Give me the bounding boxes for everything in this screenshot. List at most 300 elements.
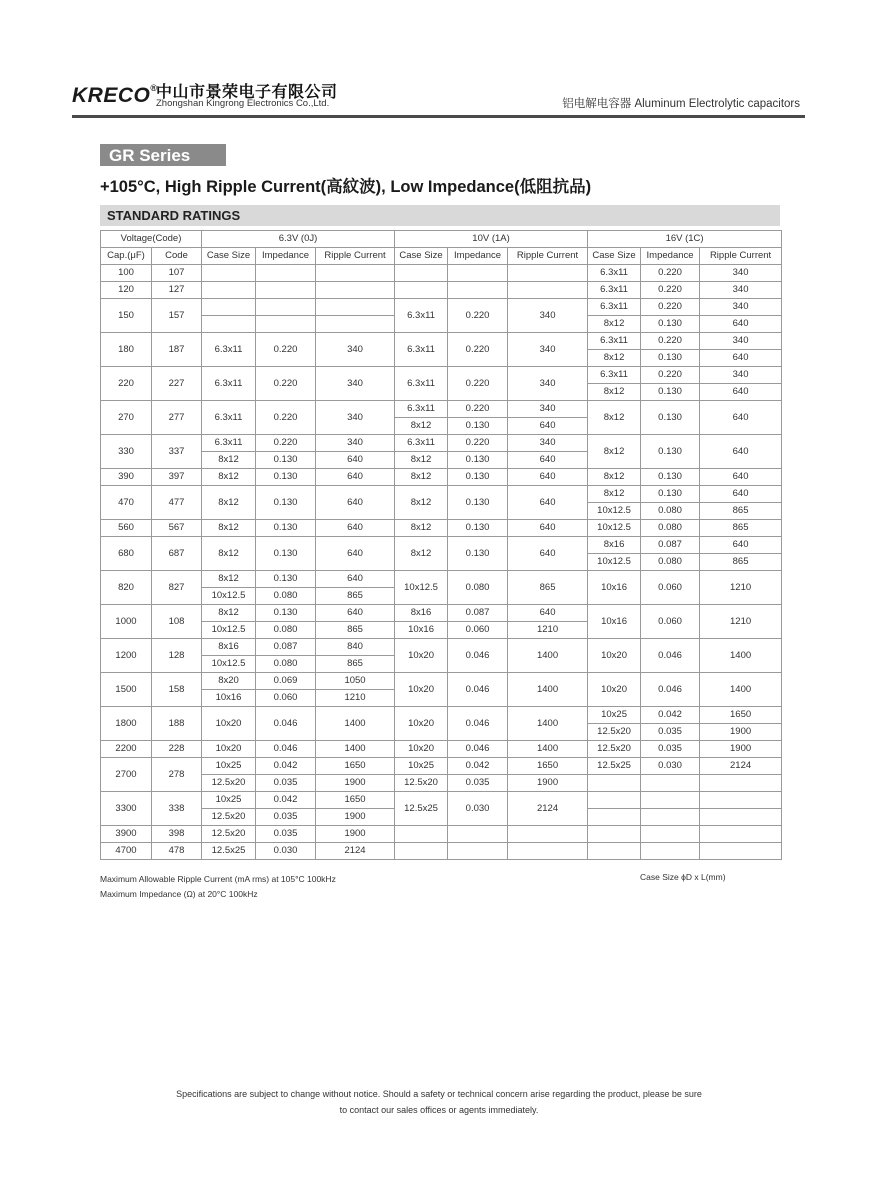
table-cell: 640 [700,316,782,333]
table-row [101,469,782,486]
series-badge: GR Series [100,144,226,166]
table-cell [256,299,316,316]
table-cell [508,265,588,282]
table-cell: 0.035 [448,775,508,792]
table-cell: 398 [152,826,202,843]
table-cell: 6.3x11 [588,333,641,350]
table-cell: 1900 [508,775,588,792]
table-cell [588,809,641,826]
header-row-columns [101,248,782,265]
table-cell: 12.5x20 [588,741,641,758]
table-cell: 8x12 [202,520,256,537]
table-cell: 1500 [101,673,152,707]
table-cell: 12.5x25 [588,758,641,775]
table-cell: 6.3x11 [395,435,448,452]
header-divider [72,115,805,118]
kreco-logo: KRECO® [72,83,158,107]
table-row [101,435,782,452]
table-cell: 10x20 [588,639,641,673]
table-cell: 340 [508,435,588,452]
table-cell [641,775,700,792]
table-cell: 865 [316,656,395,673]
table-cell: 0.220 [641,333,700,350]
table-cell: 640 [508,605,588,622]
table-cell: 188 [152,707,202,741]
table-cell: 640 [700,537,782,554]
table-cell: 0.220 [256,401,316,435]
table-cell: 640 [508,486,588,520]
table-cell: 10x25 [202,758,256,775]
table-cell: 227 [152,367,202,401]
table-cell: 4700 [101,843,152,860]
voltage-label: Voltage(Code) [101,231,202,248]
table-cell [316,282,395,299]
table-cell: 3900 [101,826,152,843]
table-cell: 0.080 [256,622,316,639]
table-cell: 10x12.5 [202,588,256,605]
ratings-heading: STANDARD RATINGS [107,208,241,223]
table-cell: 8x12 [202,486,256,520]
table-row [101,605,782,622]
table-cell: 0.035 [256,809,316,826]
table-cell: 277 [152,401,202,435]
table-cell: 6.3x11 [588,282,641,299]
table-cell: 0.046 [256,707,316,741]
table-row [101,299,782,316]
table-cell: 10x16 [588,605,641,639]
table-cell: 12.5x20 [202,809,256,826]
table-cell: 0.130 [256,537,316,571]
table-cell: 680 [101,537,152,571]
table-cell: 640 [508,537,588,571]
table-cell: 340 [700,265,782,282]
cap-header: Cap.(μF) [101,248,152,265]
table-cell [448,282,508,299]
table-cell: 640 [316,452,395,469]
table-cell: 0.130 [256,452,316,469]
table-cell: 865 [316,588,395,605]
table-cell: 8x12 [395,452,448,469]
table-cell: 0.130 [641,435,700,469]
table-cell: 827 [152,571,202,605]
table-cell: 340 [508,401,588,418]
table-cell: 0.060 [448,622,508,639]
table-cell: 390 [101,469,152,486]
table-cell: 3300 [101,792,152,826]
table-cell: 0.046 [448,639,508,673]
table-cell: 1800 [101,707,152,741]
table-cell [395,826,448,843]
table-cell: 478 [152,843,202,860]
table-cell: 8x12 [588,435,641,469]
table-cell [700,826,782,843]
table-cell [588,826,641,843]
table-cell: 8x12 [202,452,256,469]
table-cell: 640 [700,401,782,435]
table-cell [588,843,641,860]
table-cell [316,299,395,316]
company-name-cn: 中山市景荣电子有限公司 [156,84,338,101]
table-cell: 0.220 [641,299,700,316]
table-cell: 0.130 [641,350,700,367]
table-cell: 0.130 [641,384,700,401]
table-row [101,282,782,299]
table-cell: 0.220 [641,367,700,384]
table-cell: 0.130 [641,486,700,503]
table-cell: 0.046 [641,673,700,707]
table-cell: 108 [152,605,202,639]
table-cell: 10x25 [588,707,641,724]
table-cell: 0.130 [256,486,316,520]
table-cell: 865 [316,622,395,639]
case-size-header: Case Size [395,248,448,265]
table-cell [256,316,316,333]
table-cell: 1400 [700,639,782,673]
table-cell: 8x12 [588,401,641,435]
table-cell: 0.080 [256,656,316,673]
table-cell: 10x12.5 [202,656,256,673]
table-cell: 8x12 [588,384,641,401]
table-cell: 0.042 [256,792,316,809]
table-cell: 0.087 [448,605,508,622]
table-cell: 10x20 [588,673,641,707]
table-cell: 157 [152,299,202,333]
table-cell: 10x12.5 [588,554,641,571]
table-cell: 2124 [508,792,588,826]
table-cell: 10x16 [588,571,641,605]
table-cell: 865 [700,520,782,537]
table-cell: 6.3x11 [588,299,641,316]
table-cell [588,775,641,792]
table-cell: 1900 [316,809,395,826]
table-cell: 8x12 [588,469,641,486]
table-cell: 640 [316,469,395,486]
page-header [72,80,806,116]
table-cell [202,282,256,299]
table-cell: 8x12 [395,469,448,486]
table-cell: 8x12 [202,571,256,588]
table-cell: 6.3x11 [202,367,256,401]
table-cell: 8x12 [395,418,448,435]
table-cell: 100 [101,265,152,282]
table-cell: 820 [101,571,152,605]
table-cell: 8x12 [588,350,641,367]
table-cell: 640 [316,605,395,622]
table-cell: 0.046 [256,741,316,758]
table-cell: 10x16 [202,690,256,707]
table-cell: 0.042 [448,758,508,775]
table-cell: 0.220 [256,435,316,452]
footer-line-2: to contact our sales offices or agents immediately. [339,1105,539,1115]
table-cell: 6.3x11 [395,401,448,418]
table-cell [508,282,588,299]
table-cell: 1900 [700,724,782,741]
table-cell: 640 [508,418,588,435]
table-cell [700,775,782,792]
table-cell: 12.5x20 [588,724,641,741]
table-cell [588,792,641,809]
ripple-note: Maximum Allowable Ripple Current (mA rms) at 105°C 100kHz [100,874,336,884]
table-cell: 1400 [508,673,588,707]
impedance-note: Maximum Impedance (Ω) at 20°C 100kHz [100,889,258,899]
table-cell: 0.080 [256,588,316,605]
table-cell [316,316,395,333]
table-cell: 340 [316,435,395,452]
table-row [101,741,782,758]
ripple-current-header: Ripple Current [508,248,588,265]
table-row [101,673,782,690]
table-cell: 337 [152,435,202,469]
table-cell: 865 [700,503,782,520]
table-cell: 0.060 [256,690,316,707]
table-cell: 1000 [101,605,152,639]
table-row [101,486,782,503]
table-cell: 107 [152,265,202,282]
table-cell: 10x20 [202,707,256,741]
table-cell: 0.035 [256,826,316,843]
table-cell: 8x12 [588,486,641,503]
table-cell: 6.3x11 [202,333,256,367]
table-cell: 340 [700,333,782,350]
table-cell: 6.3x11 [202,435,256,452]
table-cell: 0.042 [641,707,700,724]
table-cell: 640 [316,520,395,537]
table-cell: 0.080 [641,520,700,537]
table-cell: 2124 [700,758,782,775]
table-cell: 0.220 [448,333,508,367]
table-cell: 340 [508,299,588,333]
case-size-header: Case Size [202,248,256,265]
table-cell: 0.030 [448,792,508,826]
table-cell: 0.087 [256,639,316,656]
table-cell: 8x20 [202,673,256,690]
table-cell: 12.5x20 [395,775,448,792]
table-cell: 0.060 [641,605,700,639]
table-cell: 6.3x11 [588,265,641,282]
table-cell: 0.130 [256,605,316,622]
table-cell: 10x16 [395,622,448,639]
table-cell [700,843,782,860]
table-cell: 0.030 [641,758,700,775]
table-cell [202,299,256,316]
table-cell: 10x20 [395,639,448,673]
table-cell: 12.5x25 [395,792,448,826]
table-cell: 6.3x11 [395,333,448,367]
table-cell: 397 [152,469,202,486]
table-cell: 1400 [508,707,588,741]
table-cell: 1900 [316,775,395,792]
table-cell: 8x12 [202,605,256,622]
table-cell: 2200 [101,741,152,758]
table-cell: 865 [700,554,782,571]
table-cell: 10x12.5 [588,503,641,520]
table-row [101,775,782,792]
ripple-current-header: Ripple Current [700,248,782,265]
table-cell: 640 [700,384,782,401]
table-row [101,758,782,775]
table-cell: 150 [101,299,152,333]
table-cell: 158 [152,673,202,707]
table-cell [316,265,395,282]
table-cell: 8x12 [202,469,256,486]
table-cell: 640 [316,571,395,588]
ratings-heading-bar [100,205,780,226]
table-cell [700,792,782,809]
table-cell: 1900 [316,826,395,843]
table-cell: 10x25 [395,758,448,775]
table-cell: 6.3x11 [395,299,448,333]
table-cell: 640 [508,520,588,537]
table-cell: 10x12.5 [202,622,256,639]
company-name-en: Zhongshan Kingrong Electronics Co.,Ltd. [156,98,330,109]
table-cell: 0.060 [641,571,700,605]
table-cell: 340 [700,282,782,299]
case-size-note: Case Size ϕD x L(mm) [640,872,726,882]
table-cell: 640 [700,435,782,469]
table-cell: 340 [700,299,782,316]
table-cell: 1400 [508,639,588,673]
table-cell: 1200 [101,639,152,673]
table-cell: 340 [316,401,395,435]
table-cell: 0.220 [448,299,508,333]
table-cell: 640 [700,350,782,367]
table-cell: 10x20 [395,707,448,741]
table-cell [641,826,700,843]
table-cell: 0.069 [256,673,316,690]
table-cell: 10x25 [202,792,256,809]
table-row [101,792,782,809]
table-cell: 340 [700,367,782,384]
table-cell: 1650 [508,758,588,775]
table-cell: 8x16 [588,537,641,554]
table-row [101,707,782,724]
table-cell: 1400 [316,741,395,758]
table-cell [202,265,256,282]
table-row [101,639,782,656]
table-cell: 0.046 [641,639,700,673]
table-cell [641,843,700,860]
table-cell: 0.130 [641,316,700,333]
table-cell: 1050 [316,673,395,690]
code-header: Code [152,248,202,265]
table-cell: 1900 [700,741,782,758]
table-row [101,843,782,860]
table-cell: 127 [152,282,202,299]
table-cell: 640 [508,452,588,469]
table-cell: 0.080 [641,554,700,571]
table-cell: 0.130 [448,520,508,537]
table-cell: 640 [316,486,395,520]
table-cell: 0.035 [256,775,316,792]
table-row [101,520,782,537]
table-cell: 12.5x20 [202,826,256,843]
table-row [101,333,782,350]
table-cell: 2124 [316,843,395,860]
table-cell: 0.035 [641,724,700,741]
table-row [101,265,782,282]
table-cell: 1210 [700,605,782,639]
table-cell: 8x16 [395,605,448,622]
table-cell: 340 [508,367,588,401]
table-cell: 0.080 [641,503,700,520]
table-cell: 0.130 [448,418,508,435]
table-row [101,826,782,843]
table-cell: 1210 [700,571,782,605]
table-cell: 10x12.5 [395,571,448,605]
ripple-current-header: Ripple Current [316,248,395,265]
table-cell: 340 [316,333,395,367]
table-cell [395,265,448,282]
table-cell [448,265,508,282]
table-notes [100,872,336,902]
table-cell: 0.080 [448,571,508,605]
table-cell: 0.035 [641,741,700,758]
table-cell: 8x12 [395,520,448,537]
table-cell: 0.220 [256,333,316,367]
table-cell: 340 [316,367,395,401]
table-cell: 1210 [508,622,588,639]
table-cell: 640 [700,486,782,503]
table-cell [395,843,448,860]
impedance-header: Impedance [256,248,316,265]
table-cell: 8x12 [202,537,256,571]
table-cell: 278 [152,758,202,792]
table-cell: 1210 [316,690,395,707]
table-cell [641,809,700,826]
table-cell: 0.087 [641,537,700,554]
table-cell: 840 [316,639,395,656]
table-cell: 10x20 [202,741,256,758]
table-cell: 180 [101,333,152,367]
table-cell: 0.130 [256,520,316,537]
table-cell: 0.130 [641,469,700,486]
table-cell: 640 [508,469,588,486]
table-cell: 12.5x20 [202,775,256,792]
table-cell: 640 [700,469,782,486]
table-cell: 0.130 [256,469,316,486]
footer-disclaimer [0,1086,878,1118]
table-cell: 10x20 [395,673,448,707]
table-cell: 0.220 [256,367,316,401]
table-cell: 340 [508,333,588,367]
ratings-table [100,230,782,860]
table-cell: 10x12.5 [588,520,641,537]
table-cell [256,282,316,299]
table-cell: 0.220 [641,265,700,282]
table-cell: 1400 [508,741,588,758]
table-cell: 1400 [316,707,395,741]
table-row [101,401,782,418]
table-cell: 2700 [101,758,152,792]
table-row [101,571,782,588]
table-cell: 0.220 [641,282,700,299]
table-cell: 0.042 [256,758,316,775]
table-cell: 338 [152,792,202,826]
table-cell: 8x12 [395,537,448,571]
table-cell: 0.130 [256,571,316,588]
table-cell: 0.130 [448,537,508,571]
table-cell: 187 [152,333,202,367]
table-cell: 10x20 [395,741,448,758]
table-cell: 0.046 [448,741,508,758]
table-cell: 1400 [700,673,782,707]
table-cell: 1650 [700,707,782,724]
table-cell [700,809,782,826]
table-cell [448,843,508,860]
table-cell: 1650 [316,758,395,775]
table-cell: 567 [152,520,202,537]
table-cell [256,265,316,282]
